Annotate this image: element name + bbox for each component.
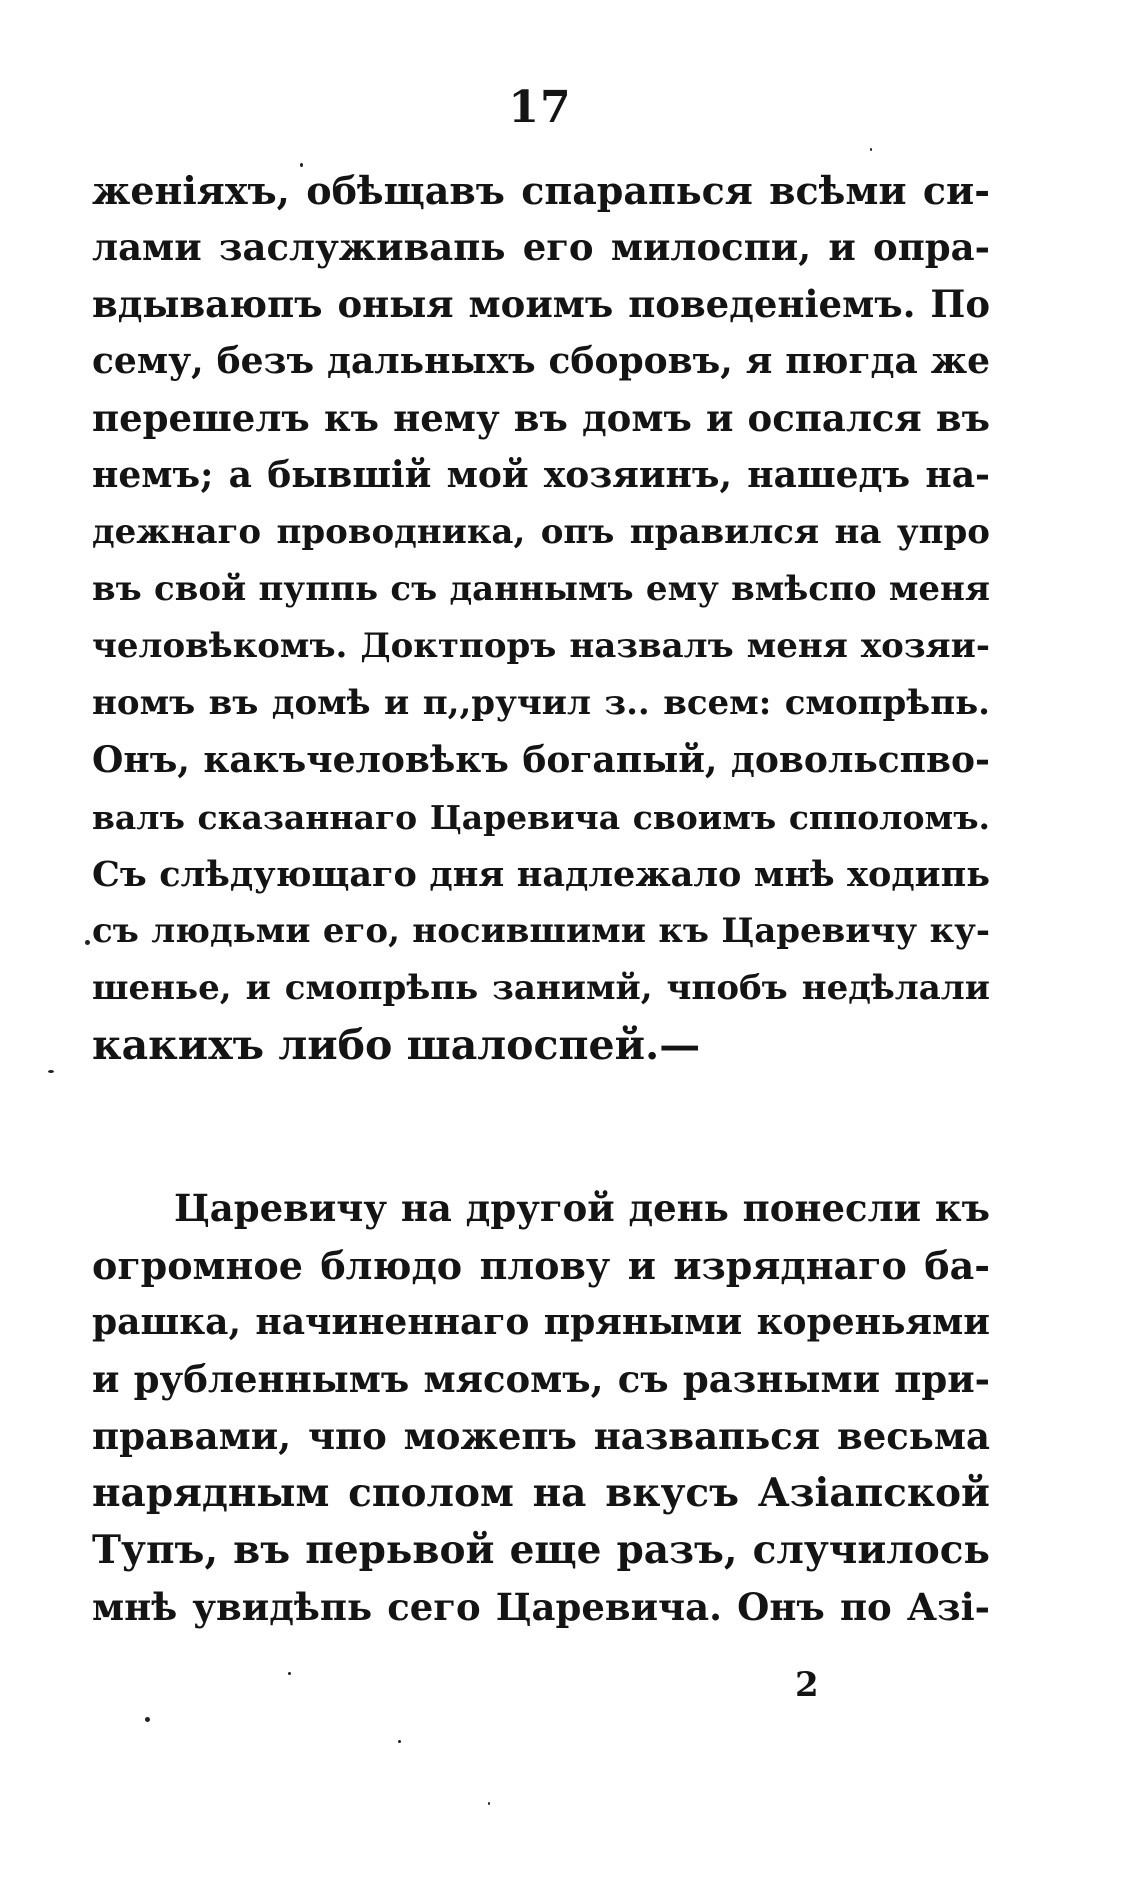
text-line: женіяхъ, обѣщавъ спарапься всѣми си- — [92, 168, 990, 213]
text-line: Тупъ, въ перьвой еще разъ, случилось — [92, 1527, 990, 1573]
page-number: 17 — [508, 82, 572, 133]
text-line: въ свой пуппь съ даннымъ ему вмѣспо меня — [92, 569, 990, 609]
ink-speck — [48, 1070, 54, 1073]
text-line: мнѣ увидѣпь сего Царевича. Онъ по Азі- — [92, 1585, 990, 1629]
ink-speck — [300, 163, 303, 167]
ink-speck — [145, 1717, 150, 1722]
text-line: Онъ, какъчеловѣкъ богапый, довольспво- — [92, 739, 990, 781]
text-line: человѣкомъ. Доктпоръ назвалъ меня хозяи- — [92, 626, 990, 666]
text-line: валъ сказаннаго Царевича своимъ спполомъ. — [92, 798, 990, 837]
signature-mark: 2 — [795, 1665, 819, 1705]
ink-speck — [398, 1740, 401, 1743]
ink-speck — [870, 148, 872, 151]
text-line: Съ слѣдующаго дня надлежало мнѣ ходипь — [92, 854, 990, 895]
paragraph-1 — [92, 162, 990, 1074]
text-line: съ людьми его, носившими къ Царевичу ку- — [92, 911, 990, 951]
text-line: Царевичу на другой день понесли къ — [174, 1186, 990, 1230]
text-line: лами заслуживапь его милоспи, и опра- — [92, 225, 990, 269]
ink-speck — [488, 1802, 490, 1805]
text-line: огромное блюдо плову и изряднаго ба- — [92, 1243, 990, 1288]
ink-speck — [288, 1672, 291, 1675]
text-line: шенье, и смопрѣпь занимй, чпобъ недѣлали — [92, 968, 990, 1008]
text-line: сему, безъ дальныхъ сборовъ, я пюгда же — [92, 340, 990, 382]
text-line: нарядным сполом на вкусъ Азіапской — [92, 1470, 990, 1516]
text-line: перешелъ къ нему въ домъ и оспался въ — [92, 396, 990, 440]
text-line: какихъ либо шалоспей.— — [92, 1021, 701, 1069]
ink-speck — [85, 940, 90, 945]
text-line: рашка, начиненнаго пряными кореньями — [92, 1301, 990, 1343]
text-line: дежнаго проводника, опъ правился на упро — [92, 512, 990, 552]
text-line: вдываюпъ оныя моимъ поведеніемъ. По — [92, 282, 990, 326]
paragraph-2 — [92, 1180, 990, 1636]
text-line: правами, чпо можепъ назвапься весьма — [92, 1414, 990, 1458]
text-line: и рубленнымъ мясомъ, съ разными при- — [92, 1357, 990, 1401]
text-line: немъ; а бывшій мой хозяинъ, нашедъ на- — [92, 454, 990, 496]
text-line: номъ въ домѣ и п,,ручил з.. всем: смопрѣпь. — [92, 683, 990, 723]
